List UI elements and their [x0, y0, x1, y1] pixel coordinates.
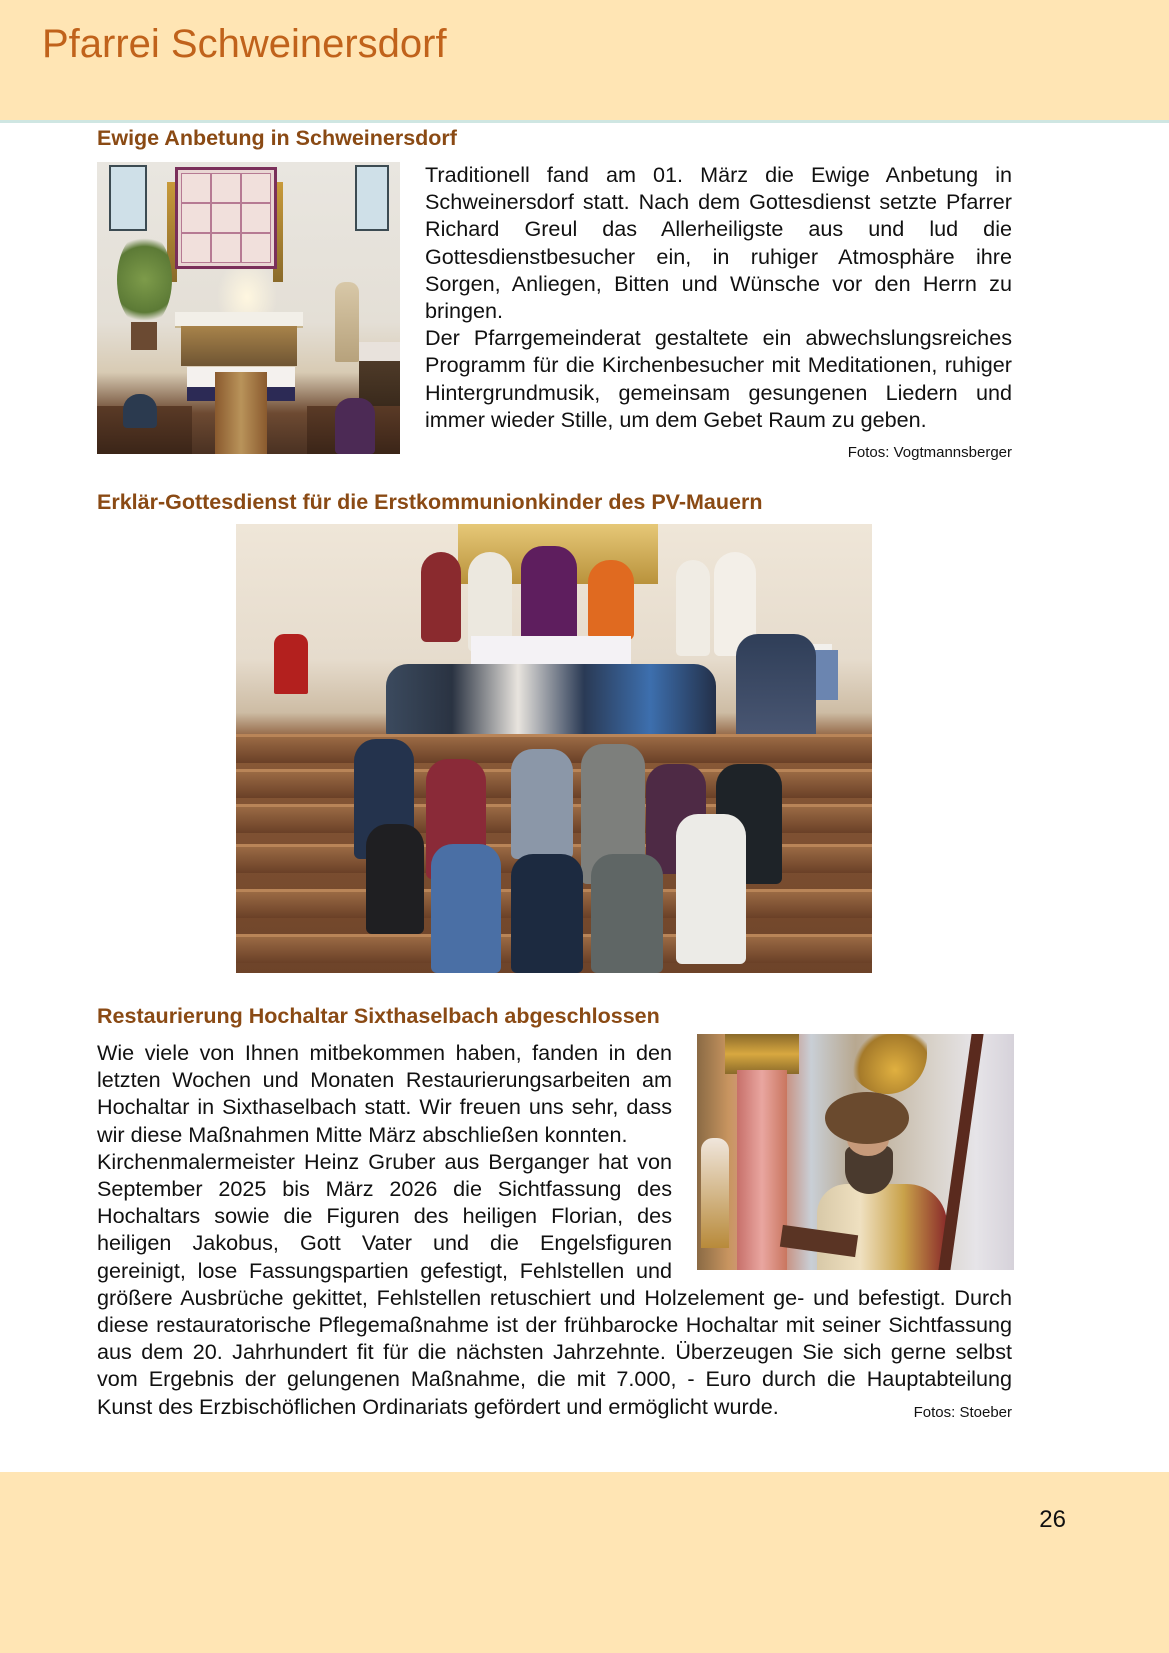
page-number: 26 — [1039, 1506, 1066, 1533]
lenten-cloth — [175, 167, 277, 269]
altar-drape — [215, 372, 267, 454]
section-heading-restaurierung: Restaurierung Hochaltar Sixthaselbach abgeschlossen — [97, 1004, 660, 1028]
person — [421, 552, 461, 642]
page-title: Pfarrei Schweinersdorf — [42, 22, 447, 66]
paragraph-text: Kirchenmalermeister Heinz Gruber aus Berganger hat von September 2025 bis März 2026 die Sichtfassung des Hochaltars sowie die Figuren des heiligen Florian, des heiligen Jakobus, Gott Vater und die Engelsfiguren gereinigt, lose Fassungspartien gefestigt, Fehlstellen und größere Ausbrüche gekittet, Fehlstellen retuschiert und Holzelement ge- und befestigt. Durch diese restauratorische Pflegemaßnahme ist der frühbarocke Hochaltar mit seiner Sichtfassung aus dem 20. Jahrhundert fit für die nächsten Jahrzehnte. Überzeugen Sie sich gerne selbst vom Ergebnis der gelungenen Maßnahme, die mit 7.000, - Euro durch die Hauptabteilung Kunst des Erzbischöflichen Ordinariats gefördert und ermöglicht wurde. — [97, 1148, 1012, 1419]
person-praying — [123, 394, 157, 428]
altar-server — [676, 560, 710, 656]
adult — [366, 824, 424, 934]
photo-altar-schweinersdorf — [97, 162, 400, 454]
church-window — [109, 165, 147, 231]
children-group — [736, 634, 816, 744]
paragraph: Wie viele von Ihnen mitbekommen haben, fanden in den letzten Wochen und Monaten Restaurierungsarbeiten am Hochaltar in Sixthaselbach statt. Wir freuen uns sehr, dass wir diese Maßnahmen Mitte März abschließen konnten. — [97, 1040, 672, 1147]
plant-pot — [131, 322, 157, 350]
paragraph-text: Der Pfarrgemeinderat gestaltete ein abwechslungsreiches Programm für die Kirchenbesucher mit Meditationen, ruhiger Hintergrundmusik, gemeinsam gesungenen Liedern und immer wieder Stille, um dem Gebet Raum zu geben. — [425, 325, 1012, 432]
adult — [676, 814, 746, 964]
potted-tree — [117, 232, 172, 327]
photo-credit: Fotos: Vogtmannsberger — [847, 444, 1012, 462]
person — [588, 560, 634, 640]
paragraph — [425, 324, 1012, 462]
priest — [521, 546, 577, 650]
photo-float-spacer — [672, 1039, 1012, 1281]
altar-retable — [181, 326, 297, 366]
section-heading-ewige-anbetung: Ewige Anbetung in Schweinersdorf — [97, 126, 457, 150]
children-group — [386, 664, 716, 738]
person-praying — [335, 398, 375, 454]
article-text-restaurierung — [97, 1039, 1012, 1426]
ambo — [359, 342, 400, 406]
adult — [511, 854, 583, 973]
section-heading-erklaer-gottesdienst: Erklär-Gottesdienst für die Erstkommunionkinder des PV-Mauern — [97, 490, 763, 514]
paragraph: Traditionell fand am 01. März die Ewige Anbetung in Schweinersdorf statt. Nach dem Gottesdienst setzte Pfarrer Richard Greul das Allerheiligste aus und lud die Gottesdienstbesucher ein, in ruhiger Atmosphäre ihre Sorgen, Anliegen, Bitten und Wünsche vor den Herrn zu bringen. — [425, 162, 1012, 324]
photo-erstkommunion-gottesdienst — [236, 524, 872, 973]
footer-band — [0, 1472, 1169, 1653]
adult — [511, 749, 573, 859]
article-text-ewige-anbetung — [425, 161, 1012, 466]
photo-credit: Fotos: Stoeber — [913, 1403, 1012, 1421]
adult — [591, 854, 663, 973]
red-chair — [274, 634, 308, 694]
baptismal-font — [335, 282, 359, 362]
adult — [431, 844, 501, 973]
church-window — [355, 165, 389, 231]
header-band — [0, 0, 1169, 123]
